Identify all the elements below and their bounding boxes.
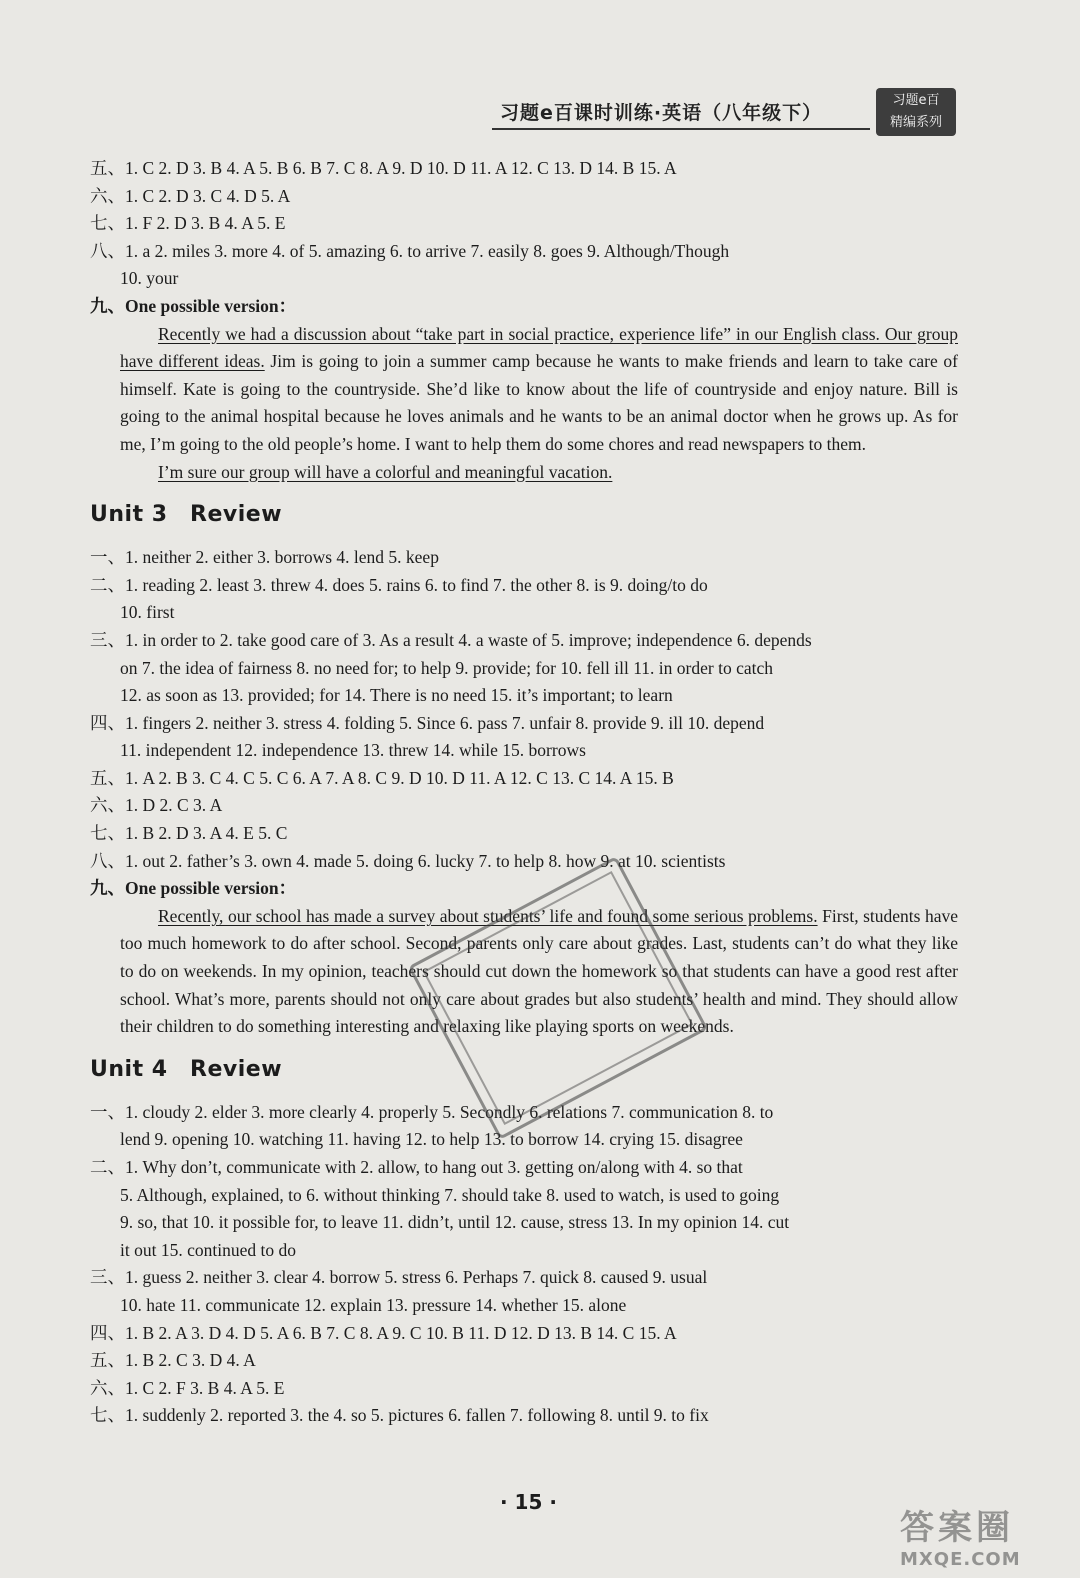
answer-line: 12. as soon as 13. provided; for 14. There is no need 15. it’s important; to learn (120, 685, 673, 706)
answer-line: 三、1. guess 2. neither 3. clear 4. borrow 5. stress 6. Perhaps 7. quick 8. caused 9. usual (90, 1267, 708, 1288)
answer-line: 10. hate 11. communicate 12. explain 13. pressure 14. whether 15. alone (120, 1294, 627, 1315)
answer-line: 一、1. neither 2. either 3. borrows 4. lend 5. keep (90, 547, 439, 568)
section-heading: 九、One possible version： (90, 878, 297, 899)
answer-line: 六、1. C 2. D 3. C 4. D 5. A (90, 185, 291, 206)
answer-line: 七、1. suddenly 2. reported 3. the 4. so 5. pictures 6. fallen 7. following 8. until 9. to fix (90, 1405, 709, 1426)
answer-line: 六、1. C 2. F 3. B 4. A 5. E (90, 1377, 285, 1398)
answer-line: 八、1. out 2. father’s 3. own 4. made 5. doing 6. lucky 7. to help 8. how 9. at 10. scientists (90, 850, 726, 871)
essay-text: First, students have too much homework to do after school. Second, parents only care about grades. Last, students can’t do what they like to do on weekends. In my opinion, teachers should cut down the homework so that students can have a good rest after school. What’s more, parents should not only care about grades but also students’ health and mind. They should allow their children to do something interesting and relaxing like playing sports on weekends. (120, 905, 958, 1037)
sample-essay (90, 321, 958, 487)
answer-line: 三、1. in order to 2. take good care of 3. As a result 4. a waste of 5. improve; independence 6. depends (90, 629, 812, 650)
answer-line: 四、1. B 2. A 3. D 4. D 5. A 6. B 7. C 8. A 9. C 10. B 11. D 12. D 13. B 14. C 15. A (90, 1322, 677, 1343)
answer-line: 5. Although, explained, to 6. without thinking 7. should take 8. used to watch, is used to going (120, 1184, 780, 1205)
answer-line: on 7. the idea of fairness 8. no need for; to help 9. provide; for 10. fell ill 11. in order to catch (120, 657, 773, 678)
essay-text: Jim is going to join a summer camp because he wants to make friends and learn to take care of himself. Kate is going to the countryside. She’d like to know about the life of countryside and enjoy nature. Bill is going to the animal hospital because he loves animals and he wants to be an animal doctor when he grows up. As for me, I’m going to the old people’s home. I want to help them do some chores and read newspapers to them. (120, 351, 958, 454)
answer-line: 七、1. F 2. D 3. B 4. A 5. E (90, 213, 286, 234)
answer-line: 二、1. Why don’t, communicate with 2. allow, to hang out 3. getting on/along with 4. so that (90, 1157, 743, 1177)
answer-line: 10. your (120, 268, 179, 289)
badge-line-2: 精编系列 (889, 115, 942, 130)
unit-title: Unit 3 Review (90, 502, 283, 528)
series-badge (876, 88, 956, 136)
watermark-url: MXQE.COM (900, 1549, 1021, 1570)
answer-line: 二、1. reading 2. least 3. threw 4. does 5. rains 6. to find 7. the other 8. is 9. doing/to do (90, 574, 708, 595)
answer-line: 五、1. A 2. B 3. C 4. C 5. C 6. A 7. A 8. C 9. D 10. D 11. A 12. C 13. C 14. A 15. B (90, 767, 674, 788)
page-header-title: 习题e百课时训练·英语（八年级下） (500, 102, 823, 124)
badge-line-1: 习题e百 (892, 93, 940, 108)
answer-line: it out 15. continued to do (120, 1239, 296, 1260)
answer-line: 七、1. B 2. D 3. A 4. E 5. C (90, 823, 288, 844)
answer-line: 四、1. fingers 2. neither 3. stress 4. folding 5. Since 6. pass 7. unfair 8. provide 9. ill 10. depend (90, 712, 765, 733)
answer-line: 五、1. B 2. C 3. D 4. A (90, 1350, 256, 1371)
answer-line: 9. so, that 10. it possible for, to leave 11. didn’t, until 12. cause, stress 13. In my opinion 14. cut (120, 1212, 790, 1233)
answer-line: 一、1. cloudy 2. elder 3. more clearly 4. properly 5. Secondly 6. relations 7. communication 8. to (90, 1101, 774, 1122)
essay-underlined-sentence: Recently we had a discussion about “take part in social practice, experience life” in our English class. Our group have different ideas. (120, 323, 958, 372)
answer-line: 11. independent 12. independence 13. threw 14. while 15. borrows (120, 740, 586, 761)
answer-line: 八、1. a 2. miles 3. more 4. of 5. amazing 6. to arrive 7. easily 8. goes 9. Although/Though (90, 240, 730, 261)
page-number: · 15 · (500, 1490, 557, 1514)
answer-content (90, 155, 970, 1430)
section-heading: 九、One possible version： (90, 295, 297, 316)
essay-underlined-sentence: I’m sure our group will have a colorful and meaningful vacation. (158, 461, 613, 482)
answer-line: 五、1. C 2. D 3. B 4. A 5. B 6. B 7. C 8. A 9. D 10. D 11. A 12. C 13. D 14. B 15. A (90, 158, 677, 178)
answer-line: 六、1. D 2. C 3. A (90, 795, 223, 816)
header-rule (492, 128, 870, 130)
answer-line: 10. first (120, 602, 175, 623)
watermark-logo: 答案圈 (900, 1508, 1014, 1548)
essay-underlined-sentence: Recently, our school has made a survey about students’ life and found some serious problems. (158, 905, 818, 926)
answer-line: lend 9. opening 10. watching 11. having 12. to help 13. to borrow 14. crying 15. disagree (120, 1129, 743, 1150)
unit-title: Unit 4 Review (90, 1056, 283, 1082)
watermark (900, 1500, 1070, 1570)
